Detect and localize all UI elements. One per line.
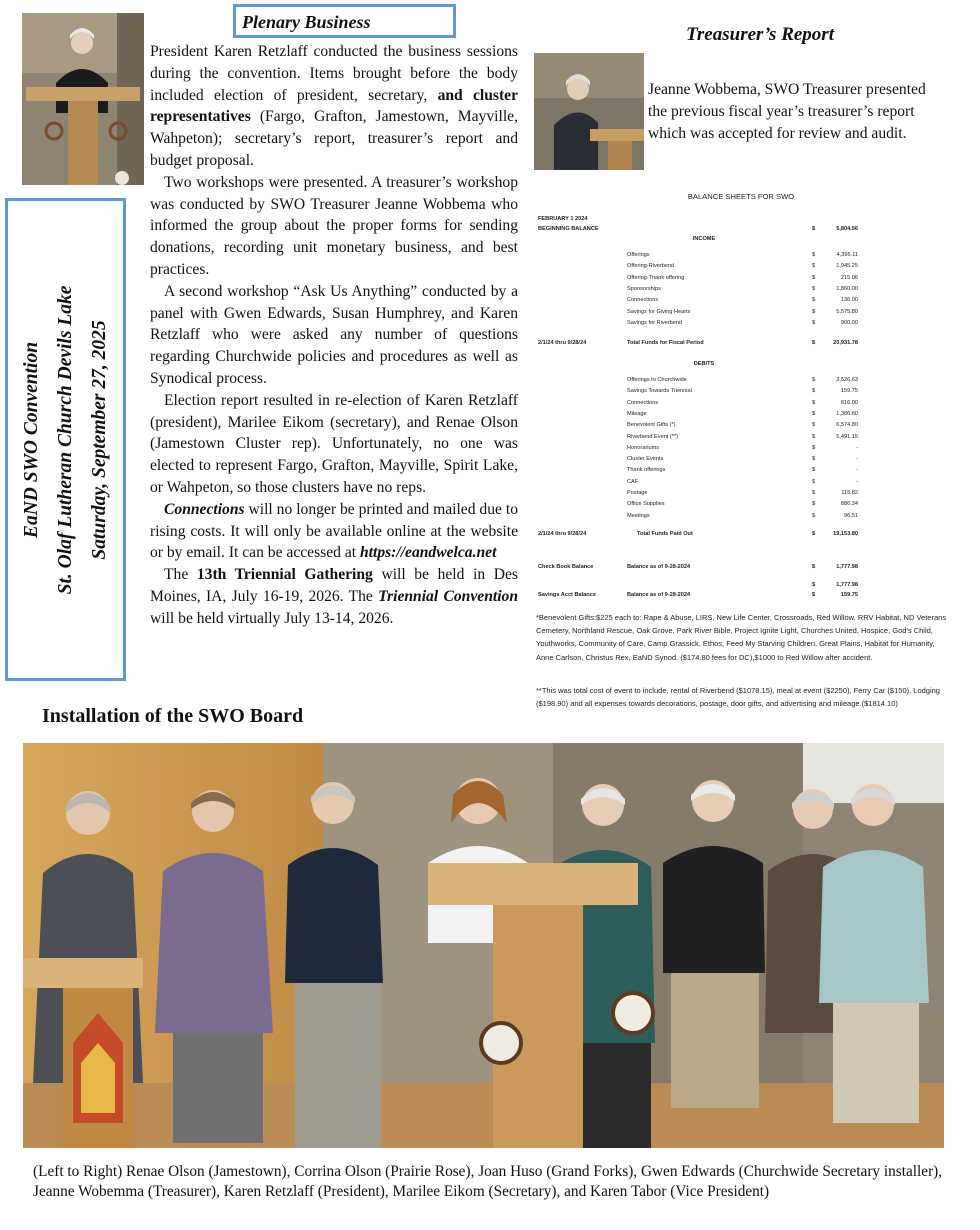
bs-income-label: Connections xyxy=(627,297,659,304)
bs-debit-row xyxy=(534,477,948,487)
bs-debit-dollar: $ xyxy=(812,399,816,406)
bs-income-row xyxy=(534,307,948,317)
installation-photo xyxy=(23,743,944,1148)
bs-debit-dollar: $ xyxy=(812,456,816,463)
plenary-heading-text: Plenary Business xyxy=(242,12,371,32)
bs-income-row xyxy=(534,284,948,294)
bs-debit-value: 616.00 xyxy=(840,399,858,406)
bs-debit-dollar: $ xyxy=(812,467,816,474)
plenary-paragraph-3: A second workshop “Ask Us Anything” conducted by a panel with Gwen Edwards, Susan Humphrey, and Karen Retzlaff who were asked any number of questions regarding Churchwide policies and procedures as well as Synodical process. xyxy=(150,282,518,387)
bs-income-value: 136.00 xyxy=(840,297,858,304)
installation-caption: (Left to Right) Renae Olson (Jamestown), Corrina Olson (Prairie Rose), Joan Huso (Grand Forks), Gwen Edwards (Churchwide Secretary installer), Jeanne Wobemma (Treasurer), Karen Retzlaff (President), Marilee Eikom (Secretary), and Karen Tabor (Vice President) xyxy=(33,1163,943,1200)
bs-savings-row: Savings Acct Balance Balance as of 9-28-2024 $ 159.75 xyxy=(538,592,858,598)
bs-debit-label: Riverbend Event (**) xyxy=(627,433,678,440)
bs-debit-dollar: $ xyxy=(812,422,816,429)
bs-income-dollar: $ xyxy=(812,274,816,281)
bs-debit-label: Cluster Events xyxy=(627,456,664,463)
bs-debit-dollar: $ xyxy=(812,501,816,508)
bs-income-row xyxy=(534,295,948,305)
banner-line-1: EaND SWO Convention xyxy=(20,341,42,538)
bs-debit-row xyxy=(534,409,948,419)
bs-debit-label: Honorariums xyxy=(627,444,660,451)
bs-income-label: Sponsorships xyxy=(627,285,661,292)
bs-debit-row xyxy=(534,465,948,475)
bs-debit-value: 6,574.80 xyxy=(836,422,858,429)
bs-debit-value: 96.51 xyxy=(844,512,858,519)
bs-debit-row xyxy=(534,454,948,464)
bs-income-row xyxy=(534,318,948,328)
bs-debit-dollar: $ xyxy=(812,377,816,383)
bs-debit-value: - xyxy=(856,467,858,474)
bs-debit-value: - xyxy=(856,478,858,485)
bs-debit-row xyxy=(534,488,948,498)
bs-debit-value: 3,526.63 xyxy=(836,377,858,383)
bs-income-dollar: $ xyxy=(812,263,816,270)
convention-banner xyxy=(5,198,126,681)
bs-debit-label: Postage xyxy=(627,490,648,496)
treasurer-photo xyxy=(534,53,644,170)
balance-sheet-title: BALANCE SHEETS FOR SWO xyxy=(687,192,795,201)
bs-riverbend-note: **This was total cost of event to include, rental of Riverbend ($1078.15), meal at event ($2250), Ferry Car ($150), Lodging ($198.90) and all expenses towards decorations, postage, door gifts, and advertising and mileage.($1814.10) xyxy=(536,686,940,709)
plenary-paragraph-1: President Karen Retzlaff conducted the business sessions during the convention. Items brought before the body included election of president, secretary, and cluster representatives (Fargo, Grafton, Jamestown, Mayville, Wahpeton); secretary’s report, treasurer’s report and budget proposal. xyxy=(150,43,518,169)
bs-checkbook-row: Check Book Balance Balance as of 9-28-2024 $ 1,777.98 xyxy=(538,564,858,570)
bs-income-value: 1,945.25 xyxy=(836,263,858,270)
bs-debit-value: 1,386.60 xyxy=(836,410,858,417)
bs-debit-value: 5,491.15 xyxy=(836,433,858,440)
bs-beginning-row: BEGINNING BALANCE $ 5,804.56 xyxy=(538,226,858,232)
bs-debit-dollar: $ xyxy=(812,388,816,395)
plenary-paragraph-6: The 13th Triennial Gathering will be held in Des Moines, IA, July 16-19, 2026. The Triennial Convention will be held virtually July 13-14, 2026. xyxy=(150,566,518,627)
bs-debit-row xyxy=(534,386,948,396)
bs-income-row xyxy=(534,273,948,283)
bs-income-value: 215.06 xyxy=(840,274,858,281)
bs-debit-label: Office Supplies xyxy=(627,501,665,508)
plenary-heading xyxy=(233,4,456,38)
bs-income-label: Offering-Thank offering xyxy=(627,274,685,281)
bs-income-value: 5,575.80 xyxy=(836,308,858,315)
bs-debit-dollar: $ xyxy=(812,433,816,440)
bs-debit-row xyxy=(534,499,948,509)
bs-debit-value: 886.34 xyxy=(840,501,858,508)
treasurer-title: Treasurer’s Report xyxy=(686,24,834,45)
bs-debit-row xyxy=(534,511,948,521)
bs-benevolent-note: *Benevolent Gifts:$225 each to: Rape & Abuse, LIRS, New Life Center, Crossroads, Red Willow, RRV Habitat, ND Veterans Cemetery, Northland Rescue, Oak Grove, Park River Bible, Project Ignite Light, Churches United, Hospice, God's Child, Youthworks, Community of Care, Camp Grassick, Ethos, Feed My Starving Children, Great Plains, Habitat for Humanity, Anne Carlson, Christus Rex, EaND Synod. ($174.80 fees for DC),$1000 to Red Willow after accident. xyxy=(536,613,947,662)
bs-debit-value: 115.82 xyxy=(841,490,858,496)
bs-income-value: 900.00 xyxy=(840,319,858,326)
bs-income-dollar: $ xyxy=(812,319,816,326)
bs-debit-label: Benevolent Gifts (*) xyxy=(627,422,676,429)
bs-debit-dollar: $ xyxy=(812,410,816,417)
bs-income-label: Savings for Riverbend xyxy=(627,319,683,326)
bs-total-paid-row: 2/1/24 thru 9/28/24 Total Funds Paid Out $ 19,153.80 xyxy=(538,531,858,537)
bs-debit-dollar: $ xyxy=(812,444,816,451)
bs-income-label: Savings for Giving Hearts xyxy=(627,308,691,315)
plenary-paragraph-4: Election report resulted in re-election of Karen Retzlaff (president), Marilee Eikom (secretary), and Renae Olson (Jamestown Cluster rep). Unfortunately, no one was elected to represent Fargo, Grafton, Mayville, Spirit Lake, or Wahpeton, so those clusters have no reps. xyxy=(150,391,518,496)
plenary-article xyxy=(150,41,518,630)
treasurer-text: Jeanne Wobbema, SWO Treasurer presented the previous fiscal year’s treasurer’s report which was accepted for review and audit. xyxy=(648,81,926,142)
bs-debit-value: - xyxy=(856,456,858,463)
bs-income-label: Offerings xyxy=(627,252,650,258)
plenary-paragraph-5: Connections will no longer be printed and mailed due to rising costs. It will only be available online at the website or by email. It can be accessed at https://eandwelca.net xyxy=(150,500,518,562)
bs-income-label: Offering-Riverbend xyxy=(627,263,675,270)
bs-income-row xyxy=(534,261,948,271)
bs-debit-dollar: $ xyxy=(812,490,816,496)
banner-line-3: Saturday, September 27, 2025 xyxy=(88,319,110,560)
bs-debit-label: Connections xyxy=(627,399,659,406)
bs-income-dollar: $ xyxy=(812,285,816,292)
bs-total-funds-row: 2/1/24 thru 9/28/24 Total Funds for Fiscal Period $ 20,931.78 xyxy=(538,340,858,346)
bs-income-row xyxy=(534,250,948,260)
bs-subtotal-row: $ 1,777.98 xyxy=(812,582,858,588)
bs-debit-label: Offerings to Churchwide xyxy=(627,377,687,383)
bs-debit-label: CAF xyxy=(627,478,639,485)
bs-debit-label: Savings Towards Triennial xyxy=(627,388,692,395)
bs-debit-dollar: $ xyxy=(812,512,816,519)
bs-start-row: FEBRUARY 1 2024 xyxy=(538,216,588,222)
bs-income-dollar: $ xyxy=(812,308,816,315)
bs-debit-dollar: $ xyxy=(812,478,816,485)
bs-debit-label: Mileage xyxy=(627,410,647,417)
bs-debit-row xyxy=(534,443,948,453)
bs-debit-row xyxy=(534,398,948,408)
bs-debit-label: Thank offerings xyxy=(627,467,666,474)
president-photo xyxy=(22,13,144,185)
bs-income-value: 4,395.11 xyxy=(836,252,858,258)
bs-debit-value: - xyxy=(856,444,858,451)
plenary-paragraph-2: Two workshops were presented. A treasurer’s workshop was conducted by SWO Treasurer Jeanne Wobbema who informed the group about the proper forms for sending donations, recording unit monetary business, and best practices. xyxy=(150,173,518,278)
bs-debit-label: Meetings xyxy=(627,512,650,519)
bs-debit-row xyxy=(534,420,948,430)
banner-line-2: St. Olaf Lutheran Church Devils Lake xyxy=(54,285,76,594)
bs-income-dollar: $ xyxy=(812,297,816,304)
bs-income-dollar: $ xyxy=(812,252,816,258)
bs-debit-row xyxy=(534,432,948,442)
website-link[interactable]: https://eandwelca.net xyxy=(359,544,497,562)
installation-title: Installation of the SWO Board xyxy=(42,705,304,727)
bs-debit-row xyxy=(534,375,948,385)
bs-income-value: 1,860.00 xyxy=(836,285,858,292)
bs-debits-header: DEBITS xyxy=(693,361,715,367)
bs-debit-value: 159.75 xyxy=(840,388,858,395)
bs-income-header: INCOME xyxy=(692,236,716,242)
